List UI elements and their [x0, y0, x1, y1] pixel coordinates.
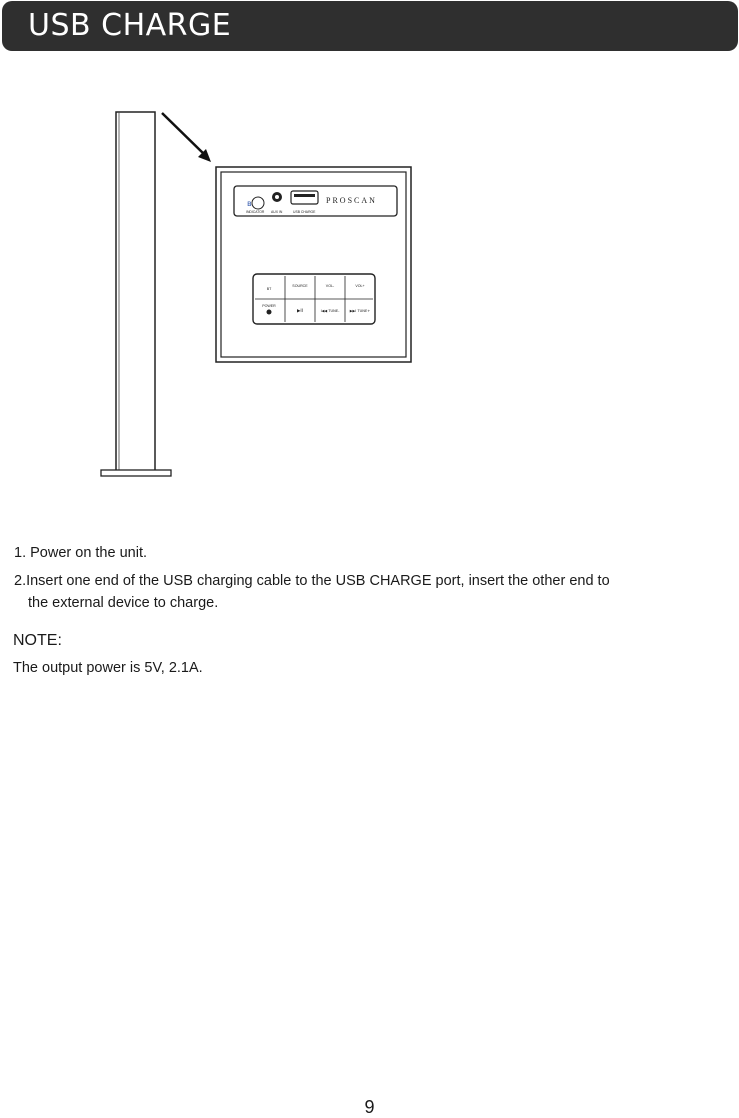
top-panel-closeup	[216, 167, 411, 362]
step-1: 1. Power on the unit.	[14, 545, 147, 561]
aux-in-label: AUX IN	[271, 210, 283, 214]
tune-up-button-label: ▶▶I TUNE+	[349, 309, 371, 313]
bluetooth-icon: ʙ	[247, 199, 252, 208]
tune-down-button-label: I◀◀ TUNE-	[320, 309, 340, 313]
note-text: The output power is 5V, 2.1A.	[13, 660, 203, 676]
step-2-line-2: the external device to charge.	[28, 595, 219, 611]
usb-charge-label: USB CHARGE	[293, 210, 316, 214]
page-number: 9	[364, 1097, 375, 1117]
power-button-label: POWER	[262, 304, 276, 308]
page-title: USB CHARGE	[28, 8, 232, 43]
brand-logo: PROSCAN	[326, 196, 377, 205]
power-icon	[267, 310, 272, 315]
bt-button-label: BT	[266, 287, 272, 291]
note-heading: NOTE:	[13, 632, 62, 649]
tower-speaker	[101, 112, 171, 476]
header-bar	[2, 1, 738, 51]
vol-down-button-label: VOL-	[325, 284, 335, 288]
step-2-line-1: 2.Insert one end of the USB charging cable to the USB CHARGE port, insert the other end to	[14, 573, 610, 589]
speaker-illustration	[95, 100, 425, 485]
source-button-label: SOURCE	[292, 284, 308, 288]
indicator-label: INDICATOR	[246, 210, 265, 214]
pointer-arrow	[162, 113, 211, 162]
vol-up-button-label: VOL+	[355, 284, 365, 288]
play-pause-button-label: ▶II	[296, 309, 304, 314]
